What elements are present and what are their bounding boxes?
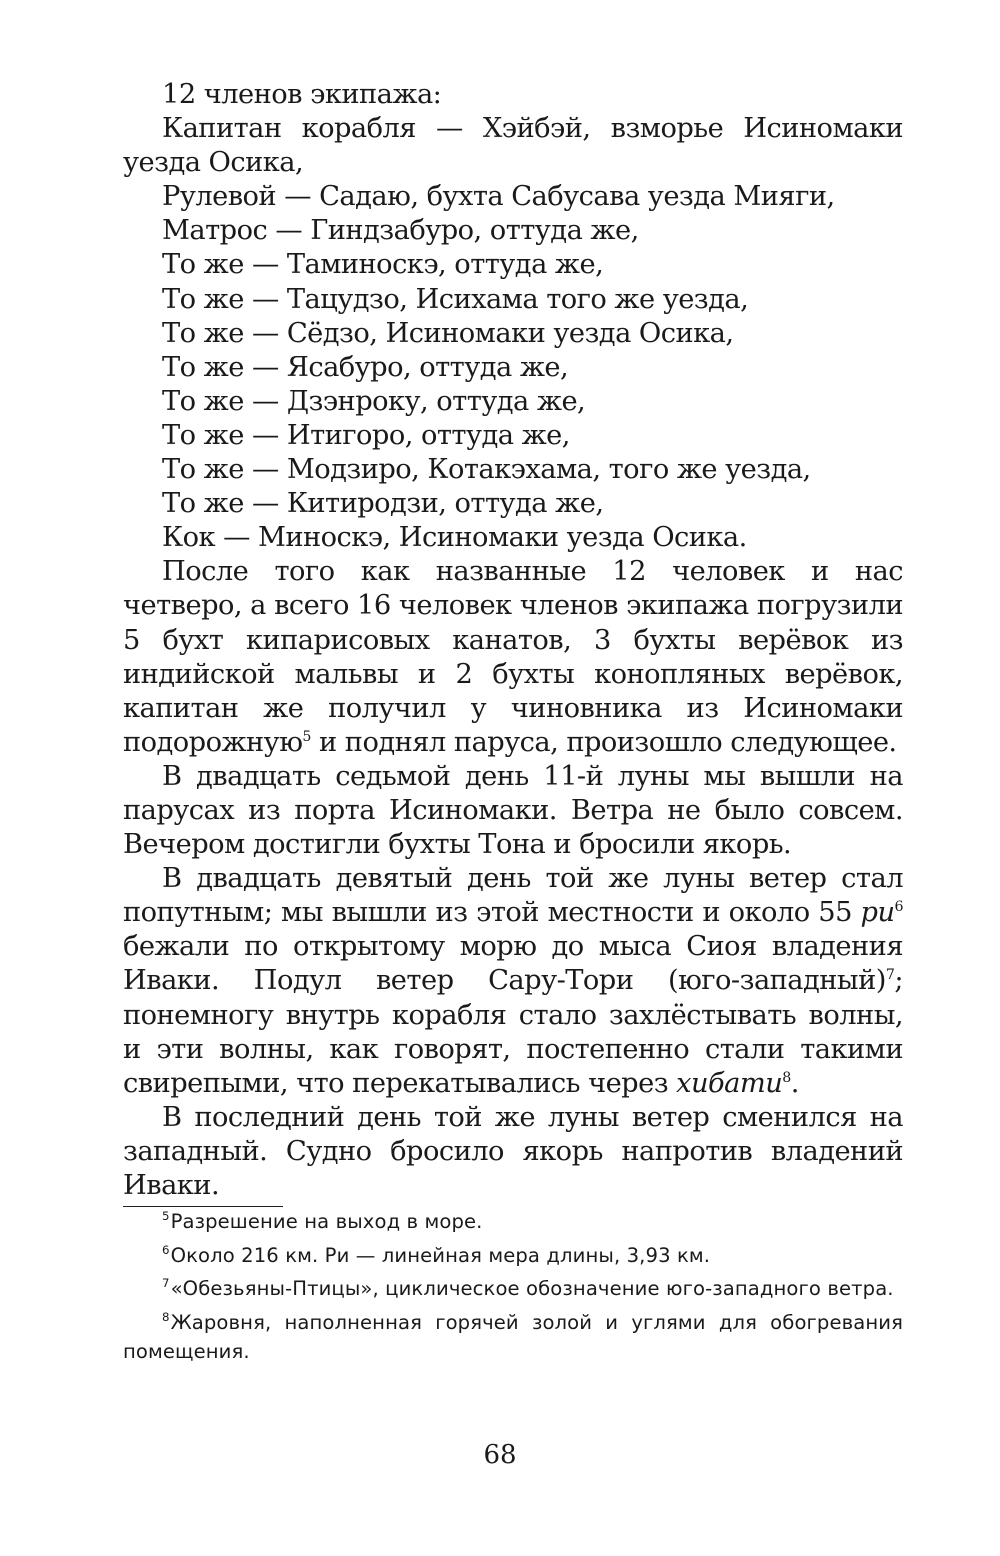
paragraph-text: ; понемногу внутрь корабля стало захлёстывать волны, и эти волны, как говорят, постепенно стали такими свирепыми, что перекатывались через bbox=[123, 965, 903, 1099]
paragraph-text: После того как названные 12 человек и нас четверо, а всего 16 человек членов экипажа погрузили 5 бухт кипарисовых канатов, 3 бухты верёвок из индийской мальвы и 2 бухты конопляных верёвок, капитан же получил у чиновника из Исиномаки подорожную bbox=[123, 556, 903, 758]
paragraph-day-27: В двадцать седьмой день 11-й луны мы вышли на парусах из порта Исиномаки. Ветра не было совсем. Вечером достигли бухты Тона и бросили якорь. bbox=[123, 760, 903, 861]
footnote-ref[interactable]: 8 bbox=[782, 1069, 791, 1086]
crew-intro: 12 членов экипажа: bbox=[162, 79, 442, 110]
main-text bbox=[123, 78, 903, 1203]
footnote-text: «Обезьяны-Птицы», циклическое обозначение юго-западного ветра. bbox=[170, 1277, 894, 1300]
crew-item: То же — Сёдзо, Исиномаки уезда Осика, bbox=[162, 317, 734, 349]
crew-item: Матрос — Гиндзабуро, оттуда же, bbox=[162, 215, 639, 247]
crew-item: То же — Тацудзо, Исихама того же уезда, bbox=[162, 283, 749, 315]
crew-item: То же — Ясабуро, оттуда же, bbox=[162, 351, 569, 383]
paragraph-text: бежали по открытому морю до мыса Сиоя владения Иваки. Подул ветер Сару-Тори (юго-западный) bbox=[123, 931, 903, 997]
paragraph-text: и поднял паруса, произошло следующее. bbox=[310, 726, 897, 758]
footnote-number: 6 bbox=[162, 1242, 170, 1257]
footnotes bbox=[123, 1207, 903, 1371]
crew-item: То же — Итигоро, оттуда же, bbox=[162, 419, 570, 451]
crew-captain: Капитан корабля — Хэйбэй, взморье Исиномаки уезда Осика, bbox=[123, 113, 903, 179]
page-body bbox=[123, 78, 903, 1203]
footnote-ref[interactable]: 6 bbox=[894, 899, 903, 916]
paragraph-text: В двадцать девятый день той же луны ветер стал попутным; мы вышли из этой местности и около 55 bbox=[123, 863, 903, 929]
footnote-item bbox=[123, 1308, 903, 1367]
footnote-item bbox=[123, 1207, 903, 1237]
paragraph-text: . bbox=[790, 1067, 799, 1099]
footnote-text: Разрешение на выход в море. bbox=[170, 1210, 483, 1233]
footnote-item bbox=[123, 1241, 903, 1271]
footnote-item bbox=[123, 1274, 903, 1304]
footnote-ref[interactable]: 7 bbox=[885, 967, 895, 984]
crew-item: Рулевой — Садаю, бухта Сабусава уезда Мияги, bbox=[162, 181, 835, 213]
footnote-text: Около 216 км. Ри — линейная мера длины, 3,93 км. bbox=[170, 1243, 711, 1267]
crew-item: То же — Таминоскэ, оттуда же, bbox=[162, 249, 604, 281]
crew-item: То же — Модзиро, Котакэхама, того же уезда, bbox=[162, 454, 811, 486]
page-number: 68 bbox=[483, 1440, 517, 1470]
footnote-ref[interactable]: 5 bbox=[302, 728, 311, 745]
crew-item: То же — Китиродзи, оттуда же, bbox=[162, 488, 604, 520]
paragraph-last-day: В последний день той же луны ветер сменился на западный. Судно бросило якорь напротив владений Иваки. bbox=[123, 1101, 903, 1201]
footnote-number: 5 bbox=[162, 1209, 170, 1224]
paragraph-departure-prep bbox=[123, 555, 903, 760]
italic-term: ри bbox=[860, 897, 895, 929]
crew-item: То же — Дзэнроку, оттуда же, bbox=[162, 385, 586, 417]
footnote-text: Жаровня, наполненная горячей золой и углями для обогревания помещения. bbox=[123, 1310, 903, 1363]
crew-item: Кок — Миноскэ, Исиномаки уезда Осика. bbox=[162, 522, 747, 554]
italic-term: хибати bbox=[676, 1067, 783, 1099]
paragraph-day-29 bbox=[123, 862, 903, 1101]
footnote-number: 7 bbox=[162, 1276, 170, 1291]
footnote-number: 8 bbox=[162, 1309, 170, 1324]
